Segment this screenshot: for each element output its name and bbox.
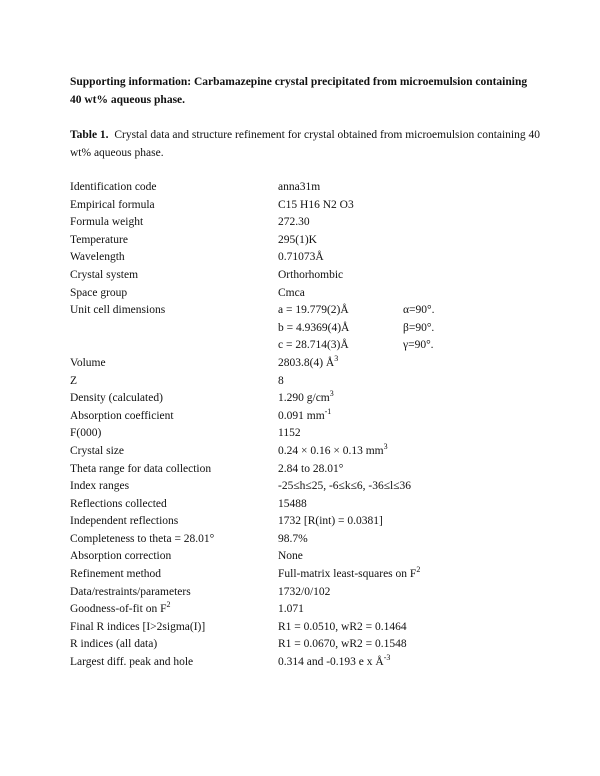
table-caption-text: Crystal data and structure refinement for crystal obtained from microemulsion containing 40 wt% aqueous phase. — [70, 129, 541, 159]
table-row — [70, 566, 550, 584]
row-label: Absorption correction — [70, 550, 172, 563]
row-value: c = 28.714(3)Å — [278, 339, 349, 352]
row-value: 1732 [R(int) = 0.0381] — [278, 515, 383, 528]
table-row — [70, 320, 550, 338]
table-row — [70, 214, 550, 232]
table-row — [70, 496, 550, 514]
row-value: 0.24 × 0.16 × 0.13 $mm^3$ — [278, 441, 388, 457]
row-label: Wavelength — [70, 251, 125, 264]
table-row — [70, 408, 550, 426]
row-value: 272.30 — [278, 216, 310, 229]
row-value: Full-matrix least-squares on $F^2$ — [278, 565, 421, 581]
row-label: Refinement method — [70, 568, 162, 581]
table-row — [70, 355, 550, 373]
row-value: 2803.8(4) $Å^3$ — [278, 353, 339, 369]
table-row — [70, 232, 550, 250]
document-heading: Supporting information: Carbamazepine crystal precipitated from microemulsion containing 40 wt% aqueous phase. — [70, 76, 528, 106]
row-angle: β=90°. — [403, 321, 435, 334]
table-row — [70, 584, 550, 602]
table-caption-label: Table 1. — [70, 129, 109, 141]
row-value: 8 — [278, 374, 284, 387]
table-row — [70, 425, 550, 443]
row-value: a = 19.779(2)Å — [278, 304, 349, 317]
crystal-data-table — [70, 179, 550, 672]
row-angle: γ=90°. — [403, 339, 434, 352]
row-value: None — [278, 550, 303, 563]
row-value: anna31m — [278, 181, 321, 193]
row-value: C15 H16 N2 O3 — [278, 198, 354, 211]
value-superscript: 3 — [334, 353, 339, 363]
table-row — [70, 390, 550, 408]
table-row — [70, 179, 550, 197]
value-superscript: 2 — [416, 565, 421, 575]
value-superscript: 3 — [329, 389, 334, 399]
row-value: b = 4.9369(4)Å — [278, 321, 350, 334]
table-row — [70, 513, 550, 531]
table-row — [70, 285, 550, 303]
row-value: 1732/0/102 — [278, 585, 331, 598]
table-row — [70, 337, 550, 355]
row-label: Space group — [70, 286, 128, 299]
row-value: R1 = 0.0670, wR2 = 0.1548 — [278, 638, 407, 651]
row-value: 295(1)K — [278, 233, 317, 246]
table-row — [70, 443, 550, 461]
row-label: Largest diff. peak and hole — [70, 656, 194, 669]
row-label: Temperature — [70, 233, 128, 246]
row-value: 1.071 — [278, 603, 304, 616]
table-row — [70, 267, 550, 285]
row-label: Final R indices [I>2sigma(I)] — [70, 620, 206, 633]
row-label: Unit cell dimensions — [70, 304, 166, 317]
row-value: 1.290 $g/cm^3$ — [278, 389, 334, 405]
table-row — [70, 373, 550, 391]
row-label: Crystal size — [70, 444, 124, 457]
row-label: Z — [70, 374, 78, 387]
table-row — [70, 197, 550, 215]
row-label: Reflections collected — [70, 497, 167, 510]
row-label: Index ranges — [70, 480, 130, 493]
table-row — [70, 249, 550, 267]
row-value: Orthorhombic — [278, 268, 344, 281]
row-value: 2.84 to 28.01° — [278, 462, 344, 475]
row-label: Crystal system — [70, 268, 139, 281]
row-label: Empirical formula — [70, 198, 155, 211]
row-label: Formula weight — [70, 216, 144, 229]
label-superscript: 2 — [166, 600, 171, 610]
table-row — [70, 654, 550, 672]
row-label: R indices (all data) — [70, 638, 158, 651]
row-label: Data/restraints/parameters — [70, 585, 191, 598]
table-row — [70, 636, 550, 654]
value-superscript: 3 — [383, 441, 388, 451]
table-row — [70, 478, 550, 496]
row-label: Independent reflections — [70, 515, 179, 528]
row-label: Absorption coefficient — [70, 409, 174, 422]
row-label: Density (calculated) — [70, 392, 163, 405]
row-value: -25≤h≤25, -6≤k≤6, -36≤l≤36 — [278, 480, 412, 493]
row-value: 0.71073Å — [278, 251, 324, 264]
row-label: Identification code — [70, 181, 157, 193]
row-label: Goodness-of-fit on $F^2$ — [70, 600, 171, 616]
row-value: 0.091 $mm^{-1}$ — [278, 406, 332, 422]
row-angle: α=90°. — [403, 304, 435, 317]
row-label: F(000) — [70, 427, 102, 440]
row-label: Theta range for data collection — [70, 462, 212, 475]
row-label: Volume — [70, 356, 106, 369]
row-value: 15488 — [278, 497, 307, 510]
table-caption — [70, 126, 550, 162]
value-superscript: -3 — [383, 653, 391, 663]
table-row — [70, 302, 550, 320]
table-row — [70, 619, 550, 637]
value-superscript: -1 — [324, 406, 332, 416]
row-value: 0.314 and -0.193 e x $Å^{-3}$ — [278, 653, 391, 669]
row-label: Completeness to theta = 28.01° — [70, 532, 215, 545]
row-value: 98.7% — [278, 532, 308, 545]
row-value: 1152 — [278, 427, 301, 440]
table-row — [70, 548, 550, 566]
row-value: Cmca — [278, 286, 305, 299]
row-value: R1 = 0.0510, wR2 = 0.1464 — [278, 620, 407, 633]
table-row — [70, 601, 550, 619]
table-row — [70, 461, 550, 479]
table-row — [70, 531, 550, 549]
